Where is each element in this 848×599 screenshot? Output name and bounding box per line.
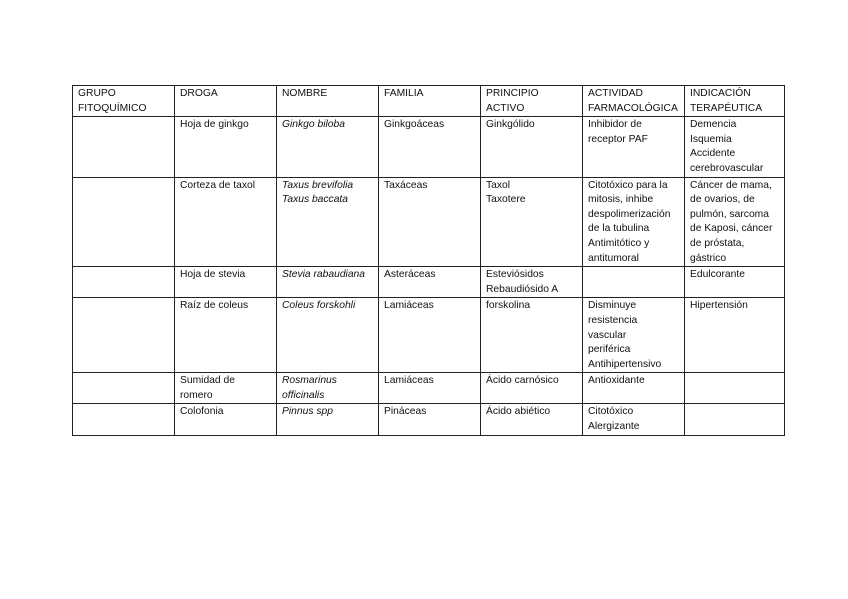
cell-droga (175, 373, 277, 404)
cell-text-line: cerebrovascular (690, 162, 764, 174)
cell-text-line: Isquemia (690, 133, 732, 145)
cell-nombre (277, 267, 379, 298)
cell-text-line: Pinnus spp (282, 406, 333, 418)
cell-text-line: Taxol (486, 179, 511, 191)
cell-text-line: Demencia (690, 119, 737, 131)
cell-text-line: Asteráceas (384, 269, 436, 281)
cell-principio-activo (481, 373, 583, 404)
cell-grupo (73, 298, 175, 373)
cell-text-line: Ginkgoáceas (384, 119, 445, 131)
cell-familia (379, 298, 481, 373)
cell-text-line: Antioxidante (588, 375, 645, 387)
cell-principio-activo (481, 267, 583, 298)
cell-text-line: Cáncer de mama, (690, 179, 772, 191)
cell-text-line: Edulcorante (690, 269, 745, 281)
cell-text-line: Raíz de coleus (180, 300, 249, 312)
cell-text-line: Stevia rabaudiana (282, 269, 366, 281)
cell-text-line: Sumidad de (180, 375, 235, 387)
cell-nombre (277, 298, 379, 373)
cell-familia (379, 177, 481, 267)
cell-indicacion (685, 404, 785, 435)
header-text-line: DROGA (180, 88, 218, 99)
header-familia (379, 86, 481, 117)
table-row (73, 267, 785, 298)
header-text-line: ACTIVIDAD (588, 88, 643, 99)
cell-text-line: Taxotere (486, 194, 526, 206)
cell-indicacion (685, 373, 785, 404)
cell-nombre (277, 177, 379, 267)
cell-actividad (583, 373, 685, 404)
cell-text-line: Hoja de stevia (180, 269, 246, 281)
header-text-line: FAMILIA (384, 88, 424, 99)
header-actividad-farmacologica (583, 86, 685, 117)
cell-droga (175, 117, 277, 177)
cell-droga (175, 267, 277, 298)
cell-actividad (583, 267, 685, 298)
cell-text-line: vascular (588, 329, 627, 341)
cell-text-line: Citotóxico (588, 406, 634, 418)
header-text-line: ACTIVO (486, 102, 525, 114)
cell-text-line: Colofonia (180, 406, 224, 418)
cell-text-line: de ovarios, de (690, 194, 755, 206)
table-row (73, 373, 785, 404)
header-indicacion-terapeutica (685, 86, 785, 117)
cell-grupo (73, 117, 175, 177)
cell-text-line: despolimerización (588, 208, 671, 220)
cell-text-line: Ácido abiético (486, 406, 551, 418)
cell-text-line: Antihipertensivo (588, 358, 662, 370)
header-text-line: GRUPO (78, 88, 116, 99)
cell-actividad (583, 298, 685, 373)
cell-indicacion (685, 298, 785, 373)
cell-nombre (277, 117, 379, 177)
cell-familia (379, 117, 481, 177)
cell-text-line: de Kaposi, cáncer (690, 223, 773, 235)
cell-text-line: Hipertensión (690, 300, 748, 312)
cell-nombre (277, 373, 379, 404)
cell-principio-activo (481, 117, 583, 177)
cell-text-line: receptor PAF (588, 133, 648, 145)
cell-text-line: de próstata, (690, 237, 745, 249)
header-text-line: PRINCIPIO (486, 88, 539, 99)
cell-text-line: Accidente (690, 148, 736, 160)
cell-text-line: periférica (588, 344, 631, 356)
cell-text-line: Hoja de ginkgo (180, 119, 249, 131)
cell-text-line: Coleus forskohli (282, 300, 356, 312)
cell-text-line: Pináceas (384, 406, 427, 418)
cell-text-line: Taxus brevifolia (282, 179, 354, 191)
table-row (73, 404, 785, 435)
cell-text-line: mitosis, inhibe (588, 194, 654, 206)
cell-text-line: Rosmarinus (282, 375, 337, 387)
cell-text-line: Alergizante (588, 421, 640, 433)
cell-principio-activo (481, 404, 583, 435)
cell-text-line: Taxáceas (384, 179, 428, 191)
cell-grupo (73, 177, 175, 267)
cell-text-line: Rebaudiósido A (486, 283, 559, 295)
cell-principio-activo (481, 298, 583, 373)
cell-familia (379, 267, 481, 298)
cell-text-line: Ginkgo biloba (282, 119, 345, 131)
cell-familia (379, 404, 481, 435)
table-row (73, 298, 785, 373)
header-grupo-fitoquimico (73, 86, 175, 117)
cell-grupo (73, 373, 175, 404)
header-text-line: TERAPÉUTICA (690, 102, 763, 114)
cell-text-line: romero (180, 389, 213, 401)
cell-text-line: Disminuye (588, 300, 637, 312)
cell-indicacion (685, 267, 785, 298)
cell-text-line: Lamiáceas (384, 375, 434, 387)
cell-droga (175, 177, 277, 267)
cell-text-line: gástrico (690, 252, 727, 264)
cell-text-line: Taxus baccata (282, 194, 349, 206)
header-nombre (277, 86, 379, 117)
table-row (73, 177, 785, 267)
header-text-line: NOMBRE (282, 88, 328, 99)
cell-familia (379, 373, 481, 404)
cell-droga (175, 298, 277, 373)
cell-actividad (583, 177, 685, 267)
cell-text-line: Inhibidor de (588, 119, 642, 131)
header-droga (175, 86, 277, 117)
cell-text-line: de la tubulina (588, 223, 650, 235)
header-text-line: FARMACOLÓGICA (588, 102, 678, 114)
cell-text-line: resistencia (588, 314, 638, 326)
cell-text-line: pulmón, sarcoma (690, 208, 769, 220)
table-header-row (73, 86, 785, 117)
cell-droga (175, 404, 277, 435)
cell-text-line: officinalis (282, 389, 325, 401)
cell-text-line: Ácido carnósico (486, 375, 559, 387)
cell-principio-activo (481, 177, 583, 267)
cell-grupo (73, 404, 175, 435)
cell-actividad (583, 117, 685, 177)
cell-indicacion (685, 177, 785, 267)
cell-text-line: Antimitótico y (588, 237, 650, 249)
cell-indicacion (685, 117, 785, 177)
cell-text-line: Corteza de taxol (180, 179, 255, 191)
phytochemical-table (72, 85, 785, 436)
cell-text-line: forskolina (486, 300, 531, 312)
cell-text-line: Citotóxico para la (588, 179, 668, 191)
cell-text-line: Lamiáceas (384, 300, 434, 312)
header-principio-activo (481, 86, 583, 117)
header-text-line: INDICACIÓN (690, 88, 751, 99)
table-row (73, 117, 785, 177)
cell-grupo (73, 267, 175, 298)
cell-text-line: antitumoral (588, 252, 639, 264)
cell-nombre (277, 404, 379, 435)
cell-actividad (583, 404, 685, 435)
header-text-line: FITOQUÍMICO (78, 102, 147, 114)
cell-text-line: Ginkgólido (486, 119, 535, 131)
cell-text-line: Esteviósidos (486, 269, 544, 281)
